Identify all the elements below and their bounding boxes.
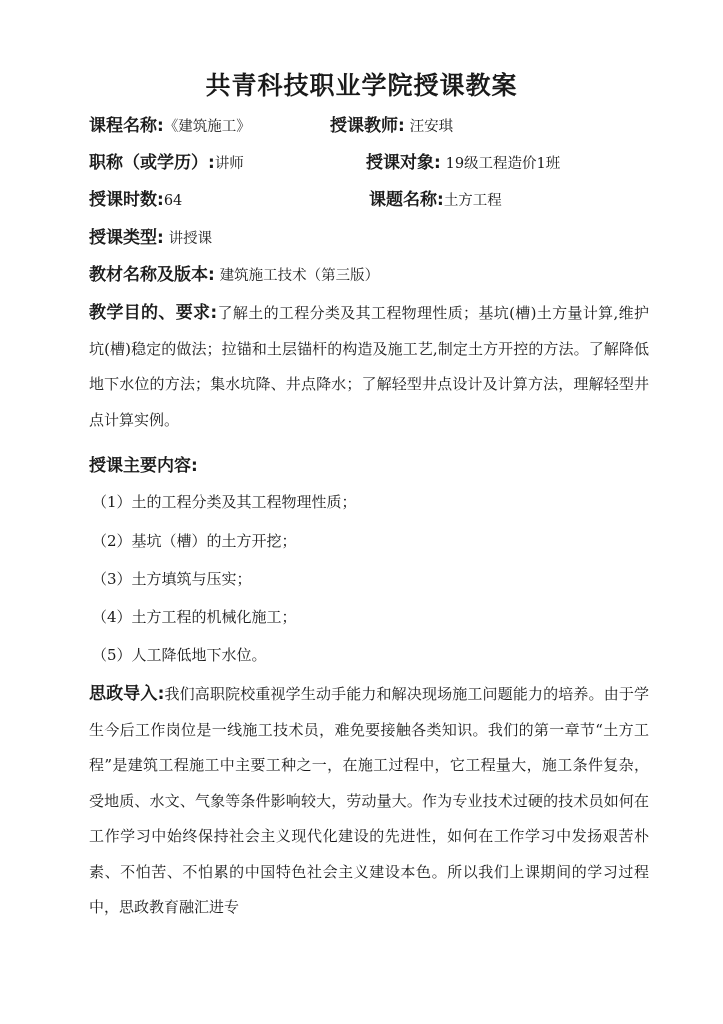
title-rank-value: 讲师	[214, 156, 244, 172]
title-rank-label: 职称（或学历）:	[89, 153, 215, 173]
objectives-label: 教学目的、要求:	[89, 303, 218, 323]
topic-label: 课题名称:	[369, 190, 444, 210]
textbook-label: 教材名称及版本:	[89, 265, 215, 285]
ideology-text: 我们高职院校重视学生动手能力和解决现场施工问题能力的培养。由于学生今后工作岗位是一线施工技术员，难免要接触各类知识。我们的第一章节“土方工程”是建筑工程施工中主要工种之一，在施工过程中，它工程量大，施工条件复杂，受地质、水文、气象等条件影响较大，劳动量大。作为专业技术过硬的技术员如何在工作学习中始终保持社会主义现代化建设的先进性，如何在工作学习中发扬艰苦朴素、不怕苦、不怕累的中国特色社会主义建设本色。所以我们上课期间的学习过程中，思政教育融汇进专	[89, 685, 649, 916]
textbook-value: 建筑施工技术（第三版）	[219, 268, 380, 284]
content-list-item: （3）土方填筑与压实；	[92, 570, 252, 588]
objectives-text: 了解土的工程分类及其工程物理性质；基坑(槽)土方量计算,维护坑(槽)稳定的做法；拉锚和土层锚杆的构造及施工艺,制定土方开控的方法。了解降低地下水位的方法；集水坑降、井点降水；了解轻型井点设计及计算方法，理解轻型井点计算实例。	[89, 304, 649, 429]
ideology-label: 思政导入:	[89, 684, 165, 704]
hours-row	[89, 190, 182, 211]
course-name-value: 《建筑施工》	[163, 119, 251, 135]
content-list-item: （1）土的工程分类及其工程物理性质；	[92, 493, 357, 511]
content-list-item: （2）基坑（槽）的土方开挖；	[92, 532, 297, 550]
content-list-item: （5）人工降低地下水位。	[92, 646, 267, 664]
hours-value: 64	[163, 193, 183, 209]
topic-value: 土方工程	[443, 193, 502, 209]
topic-row	[369, 190, 502, 211]
course-name-row	[89, 116, 251, 137]
lesson-type-row	[89, 228, 212, 249]
document-title: 共青科技职业学院授课教案	[205, 71, 518, 100]
teacher-value: 汪安琪	[409, 119, 454, 135]
ideology-paragraph	[89, 677, 649, 926]
title-rank-row	[89, 153, 244, 174]
objectives-paragraph	[89, 296, 649, 438]
audience-label: 授课对象:	[366, 153, 441, 173]
content-label: 授课主要内容:	[89, 456, 198, 476]
audience-value: 19级工程造价1班	[445, 156, 561, 172]
teacher-label: 授课教师:	[330, 116, 405, 136]
teacher-row	[330, 116, 453, 137]
content-heading	[89, 456, 198, 476]
lesson-type-value: 讲授课	[168, 231, 213, 247]
textbook-row	[89, 265, 379, 286]
audience-row	[366, 153, 560, 174]
lesson-type-label: 授课类型:	[89, 228, 164, 248]
content-list-item: （4）土方工程的机械化施工；	[92, 608, 297, 626]
hours-label: 授课时数:	[89, 190, 164, 210]
course-name-label: 课程名称:	[89, 116, 164, 136]
